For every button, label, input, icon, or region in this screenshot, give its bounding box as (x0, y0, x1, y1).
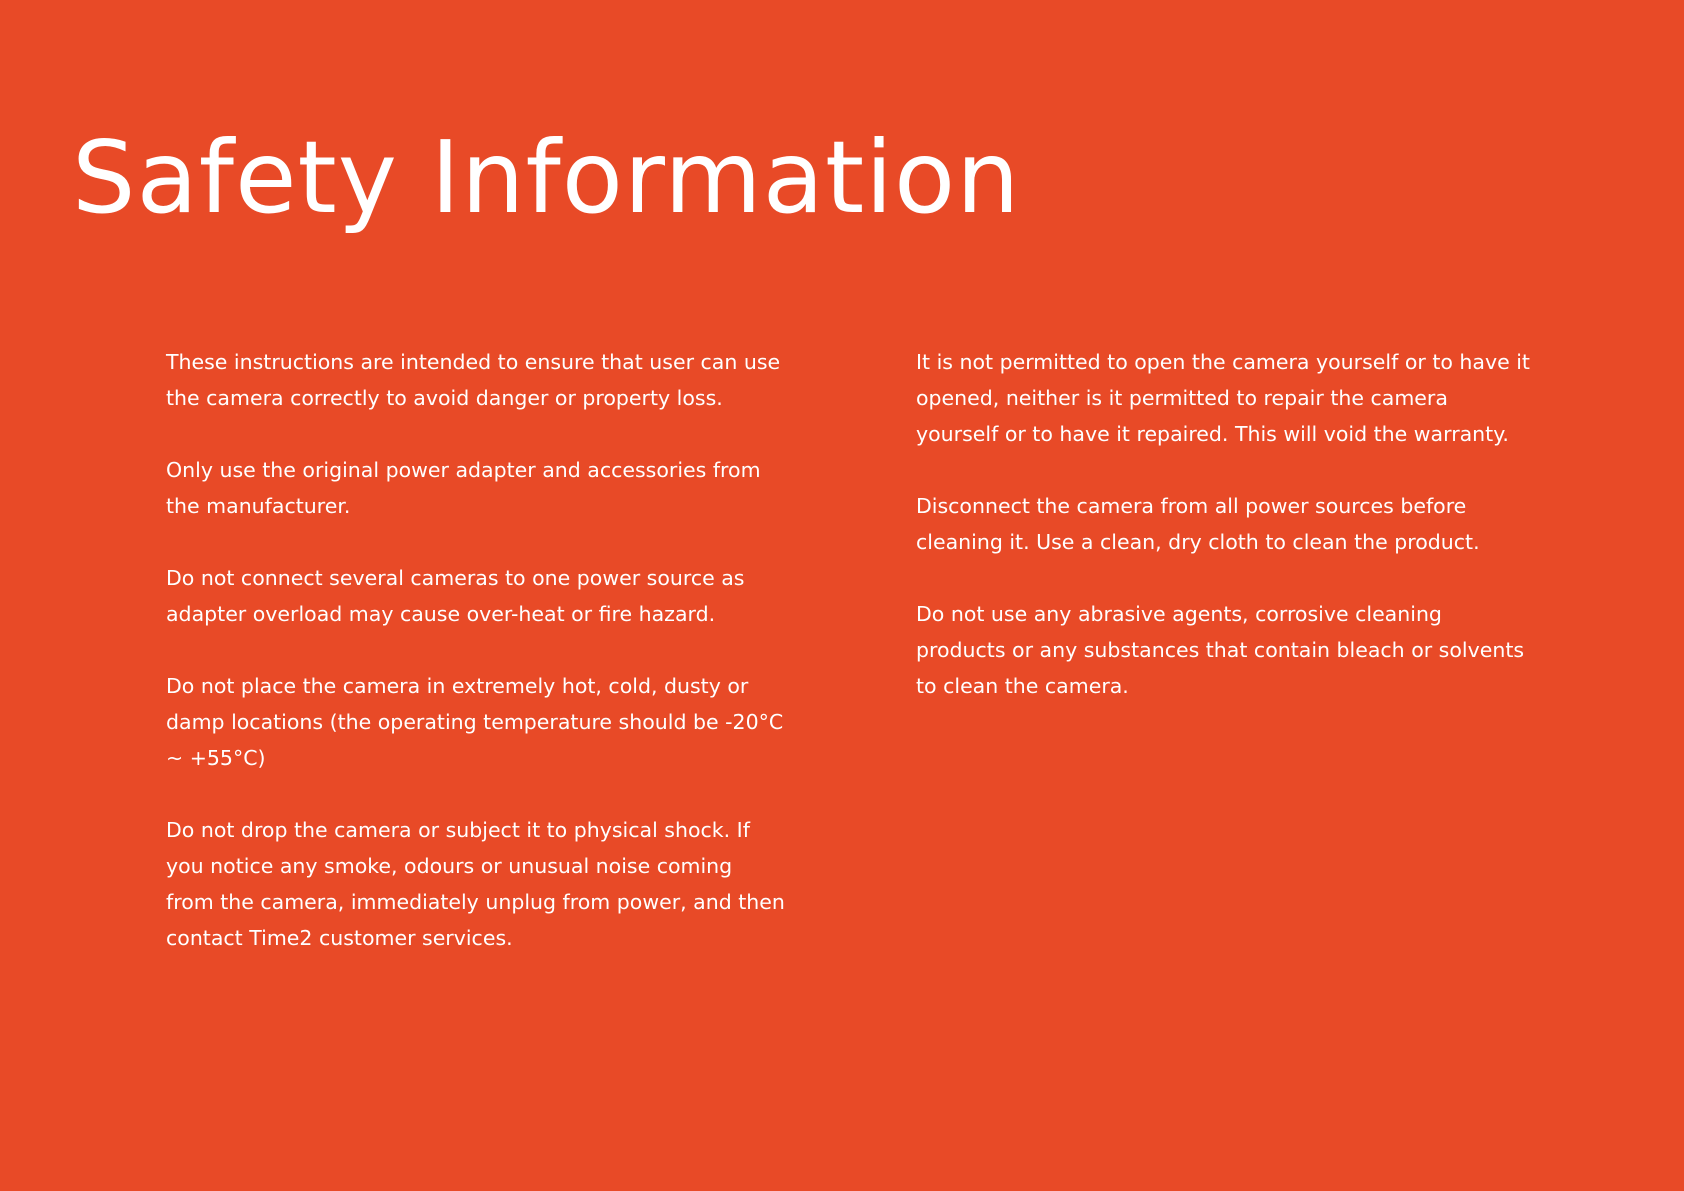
safety-paragraph: Only use the original power adapter and accessories from the manufacturer. (166, 458, 761, 518)
page-title: Safety Information (72, 119, 1021, 236)
safety-paragraph: Disconnect the camera from all power sources before cleaning it. Use a clean, dry cloth to clean the product. (916, 494, 1480, 554)
left-column (166, 344, 786, 992)
safety-paragraph: It is not permitted to open the camera yourself or to have it opened, neither is it permitted to repair the camera yourself or to have it repaired. This will void the warranty. (916, 350, 1530, 446)
safety-paragraph: These instructions are intended to ensure that user can use the camera correctly to avoid danger or property loss. (166, 350, 781, 410)
safety-paragraph: Do not connect several cameras to one power source as adapter overload may cause over-heat or fire hazard. (166, 566, 745, 626)
right-column (916, 344, 1536, 740)
safety-paragraph: Do not drop the camera or subject it to physical shock. If you notice any smoke, odours or unusual noise coming from the camera, immediately unplug from power, and then contact Time2 customer services. (166, 818, 785, 950)
safety-paragraph: Do not place the camera in extremely hot, cold, dusty or damp locations (the operating temperature should be -20°C ~ +55°C) (166, 674, 784, 770)
safety-paragraph: Do not use any abrasive agents, corrosive cleaning products or any substances that contain bleach or solvents to clean the camera. (916, 602, 1525, 698)
